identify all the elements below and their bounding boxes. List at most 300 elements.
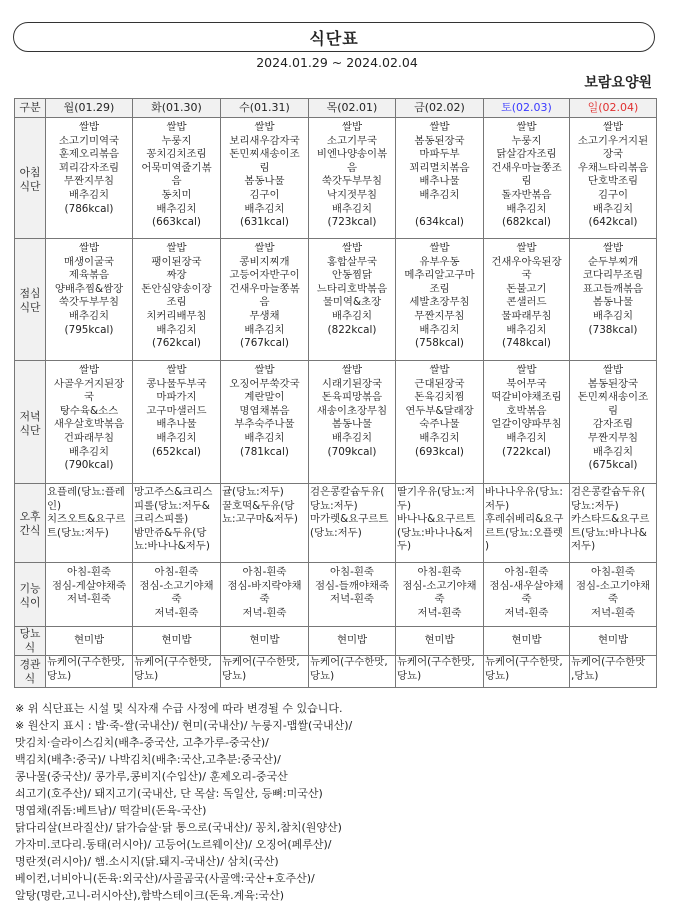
menu-item: 후레쉬베리&요구 (485, 513, 564, 526)
menu-item: 세발초장무침 (409, 296, 470, 309)
day-header: 화(01.30) (133, 99, 221, 118)
menu-item: 쌀밥 (602, 242, 624, 254)
menu-item: 당뇨) (397, 669, 422, 682)
row-label-line: 식 (24, 671, 36, 685)
menu-item: 북어무국 (506, 377, 547, 390)
menu-item: 사골우거지된장 (53, 377, 125, 390)
row-label-line: 당뇨 (19, 627, 41, 641)
menu-item: 계란말이 (244, 391, 285, 404)
menu-cell (221, 656, 309, 688)
menu-item: 건새우아욱된장 (491, 255, 562, 268)
row-label (15, 656, 46, 688)
menu-item: (762kcal) (152, 337, 201, 350)
menu-item: 배추김치 (592, 445, 634, 458)
menu-item: ) (485, 540, 490, 553)
menu-item: 뇨:바나나&저두) (134, 540, 210, 553)
day-header: 금(02.02) (396, 99, 484, 118)
menu-item: 우채느타리볶음 (577, 161, 649, 174)
menu-item: 림 (521, 175, 532, 188)
menu-item: 돈안심양송이장 (141, 282, 212, 295)
menu-item: (642kcal) (588, 216, 638, 229)
menu-item: 아침-흰죽 (417, 566, 462, 578)
menu-item: 보리새우감자국 (229, 134, 300, 147)
menu-item: 음 (259, 296, 270, 309)
snack-row (15, 484, 657, 563)
menu-cell (221, 118, 309, 239)
menu-cell (396, 239, 484, 361)
menu-cell (309, 239, 396, 361)
day-header: 수(01.31) (221, 99, 309, 118)
menu-cell (309, 627, 396, 656)
menu-item: 뉴케어(구수한맛 (571, 656, 646, 668)
menu-item: (723kcal) (327, 216, 377, 229)
menu-item: 귤(당뇨:저두) (222, 486, 284, 498)
menu-item: 돈민찌새송이조 (577, 391, 649, 404)
menu-item: (822kcal) (327, 323, 377, 336)
menu-item: 저녁-흰죽 (504, 606, 549, 619)
menu-item: 쌀밥 (429, 242, 450, 254)
row-label (15, 484, 46, 563)
menu-item: 얼갈이양파무침 (491, 418, 562, 431)
menu-item: 당뇨) (222, 669, 247, 682)
menu-cell (396, 118, 484, 239)
menu-cell (221, 239, 309, 361)
dinner-row (15, 361, 657, 484)
menu-item: 돈불고기 (506, 282, 547, 295)
menu-item: 국 (521, 269, 532, 282)
menu-item: 트(당뇨:바나나& (571, 526, 647, 539)
menu-item: (709kcal) (327, 445, 377, 458)
menu-item: 뉴케어(구수한맛, (47, 656, 125, 668)
note-line: 콩나물(중국산)/ 콩가루,콩비지(수입산)/ 훈제오리-중국산 (15, 770, 288, 783)
menu-item: 마가렛&요구르트 (310, 513, 389, 526)
menu-cell (570, 563, 657, 627)
menu-item: (682kcal) (502, 216, 551, 229)
menu-item: 물미역&초장 (322, 296, 382, 309)
menu-item: 배추김치 (68, 309, 110, 322)
menu-cell (484, 484, 570, 563)
menu-item: 배추김치 (244, 202, 285, 215)
day-header: 목(02.01) (309, 99, 396, 118)
menu-item: 콩비지찌개 (239, 255, 290, 268)
note-line: 알탕(명란,고니-러시아산),함박스테이크(돈육.계육:국산) (15, 889, 285, 902)
menu-item: 매생이굴국 (63, 255, 115, 268)
menu-item: 쌀밥 (602, 364, 624, 376)
row-label-line: 식 (24, 641, 36, 654)
menu-item: 낙지젓무침 (326, 188, 378, 201)
menu-cell (46, 656, 133, 688)
menu-item: 부추숙주나물 (234, 418, 295, 431)
menu-item: 당뇨) (485, 669, 510, 682)
menu-item: 쌀밥 (166, 364, 187, 376)
menu-cell (133, 118, 221, 239)
menu-item: 비엔나양송이볶 (316, 148, 388, 161)
menu-item: 소고기무국 (326, 134, 378, 147)
menu-item: 메추리알고구마 (404, 269, 475, 282)
menu-item: (663kcal) (152, 216, 201, 229)
menu-item: 림 (259, 161, 270, 174)
menu-item: 소고기미역국 (58, 134, 120, 147)
menu-item: 두) (397, 540, 412, 553)
menu-cell (133, 361, 221, 484)
menu-item: 배추김치 (156, 323, 197, 336)
menu-item: 배추김치 (331, 202, 373, 215)
menu-cell (570, 627, 657, 656)
menu-item: 마파가지 (156, 391, 197, 404)
menu-item: 림 (607, 404, 619, 417)
menu-item: 음 (171, 175, 182, 188)
menu-item: 돈육김치찜 (414, 391, 465, 404)
menu-item: 숙주나물 (419, 418, 460, 431)
menu-cell (309, 656, 396, 688)
menu-item: 김구이 (597, 188, 629, 201)
menu-item: (795kcal) (64, 323, 114, 336)
menu-item: 소고기우거지된 (577, 134, 649, 147)
menu-item: 딸기우유(당뇨:저 (397, 486, 475, 498)
menu-item: 아침-흰죽 (67, 566, 111, 578)
menu-item: 돈민찌새송이조 (229, 148, 300, 161)
breakfast-row (15, 118, 657, 239)
menu-item: 배추김치 (331, 309, 373, 322)
row-label-line: 점심 (19, 287, 41, 301)
menu-item: 홍합살무국 (326, 255, 378, 268)
note-line: 맛김치·슬라이스김치(배추-중국산, 고추가루-중국산)/ (15, 736, 269, 749)
menu-cell (396, 484, 484, 563)
menu-item: 배추나물 (156, 418, 197, 431)
menu-item: 장국 (602, 148, 624, 161)
menu-item: 고구마샐러드 (146, 404, 207, 417)
menu-cell (46, 563, 133, 627)
row-label-line: 경관 (19, 657, 41, 671)
menu-item: 무짠지무침 (63, 175, 115, 188)
menu-item: (758kcal) (415, 337, 464, 350)
header-corner: 구분 (15, 99, 46, 118)
menu-item: 유부우동 (419, 255, 460, 268)
menu-item: 배추김치 (156, 202, 197, 215)
menu-item: 현미밥 (161, 634, 192, 647)
menu-item: 쌀밥 (78, 364, 100, 376)
menu-item: (781kcal) (240, 445, 289, 458)
menu-item: (786kcal) (64, 202, 114, 215)
menu-item: 점심-소고기야채 (402, 579, 477, 592)
menu-item: ,당뇨) (571, 669, 599, 682)
menu-item: 봄동된장국 (587, 377, 639, 390)
row-label (15, 563, 46, 627)
menu-item: 마파두부 (419, 148, 460, 161)
tube-row (15, 656, 657, 688)
menu-item: 쑥갓두부무침 (58, 296, 120, 309)
menu-item: 배추김치 (592, 202, 634, 215)
day-header: 월(01.29) (46, 99, 133, 118)
menu-item: 죽 (521, 593, 532, 606)
menu-cell (309, 563, 396, 627)
menu-item: 쌀밥 (516, 364, 537, 376)
menu-item: 배추김치 (506, 202, 547, 215)
menu-item: 물파래무침 (501, 309, 552, 322)
note-line: 쇠고기(호주산)/ 돼지고기(국내산, 단 목살: 독일산, 등뼈:미국산) (15, 787, 323, 800)
menu-item: 쌀밥 (78, 242, 100, 254)
menu-item: 탕수육&소스 (59, 404, 119, 417)
menu-cell (484, 656, 570, 688)
menu-cell (133, 239, 221, 361)
menu-item: 배추김치 (419, 323, 460, 336)
menu-item: 점심-들깨야채죽 (314, 579, 389, 592)
menu-item: 현미밥 (249, 634, 280, 647)
menu-item: 쌀밥 (429, 121, 450, 133)
menu-item: 배추나물 (419, 175, 460, 188)
menu-cell (133, 484, 221, 563)
menu-item: 순두부찌개 (587, 255, 639, 268)
menu-item: (당뇨:바나나&저 (397, 526, 473, 539)
menu-item: (675kcal) (588, 459, 638, 472)
functional-row (15, 563, 657, 627)
menu-item: 점심-바지락야채 (227, 579, 302, 592)
note-line: 닭다리살(브라질산)/ 닭가슴살·닭 통으로(국내산)/ 꽁치,참치(원양산) (15, 821, 342, 834)
lunch-row (15, 239, 657, 361)
menu-item: 저녁-흰죽 (154, 606, 199, 619)
menu-item: (652kcal) (152, 445, 201, 458)
menu-cell (396, 656, 484, 688)
menu-item: 죽 (434, 593, 445, 606)
menu-item: 콘샐러드 (506, 296, 547, 309)
row-label-line: 아침 (19, 165, 41, 179)
menu-cell (133, 656, 221, 688)
menu-item: 카스타드&요구르 (571, 513, 650, 526)
menu-item: 닭살감자조림 (496, 148, 557, 161)
menu-item: 뉴케어(구수한맛, (485, 656, 563, 668)
menu-item: 아침-흰죽 (591, 566, 635, 578)
menu-item: 돈육피망볶음 (321, 391, 383, 404)
menu-item: 봄동된장국 (414, 134, 465, 147)
menu-item: 쌀밥 (254, 242, 275, 254)
menu-item: 르트(당뇨:오플렛 (485, 526, 563, 539)
menu-item: 건새우마늘쫑볶 (229, 282, 300, 295)
menu-item: 쌀밥 (429, 364, 450, 376)
menu-item: 건새우마늘쫑조 (491, 161, 562, 174)
menu-cell (484, 118, 570, 239)
menu-item: 짜장 (166, 269, 187, 282)
menu-item: 당뇨:저두) (571, 499, 619, 512)
menu-cell (570, 239, 657, 361)
menu-cell (309, 484, 396, 563)
day-header: 토(02.03) (484, 99, 570, 118)
menu-item: 크리스피롤) (134, 513, 189, 526)
menu-cell (570, 484, 657, 563)
menu-item: 쌀밥 (516, 242, 537, 254)
menu-item: 배추김치 (68, 188, 110, 201)
menu-item: 죽 (607, 593, 619, 606)
menu-item: 현미밥 (73, 634, 105, 647)
menu-item: 오징어무쑥갓국 (229, 377, 300, 390)
day-header: 일(02.04) (570, 99, 657, 118)
menu-item: 조림 (166, 296, 187, 309)
menu-item: 요플레(당뇨:플레 (47, 486, 125, 498)
menu-item: 배추김치 (68, 445, 110, 458)
menu-cell (396, 563, 484, 627)
menu-item: 떡갈비야채조림 (491, 391, 562, 404)
menu-item: 아침-흰죽 (330, 566, 374, 578)
menu-item: 점심-게살야채죽 (51, 579, 126, 592)
menu-item: 누룽지 (161, 134, 192, 147)
menu-cell (396, 627, 484, 656)
menu-item: 쌀밥 (341, 242, 363, 254)
menu-item: 쌀밥 (78, 121, 100, 133)
menu-item: 현미밥 (511, 634, 542, 647)
menu-item: 검은콩칼슘두유( (310, 486, 385, 498)
row-label-line: 식이 (19, 596, 41, 609)
menu-item: 당뇨:저두) (310, 499, 358, 512)
menu-cell (484, 627, 570, 656)
menu-item: 치즈오트&요구르 (47, 513, 126, 526)
menu-item: 국 (83, 391, 95, 404)
menu-item: 새우살호박볶음 (53, 418, 125, 431)
menu-item: 현미밥 (336, 634, 368, 647)
menu-item: 당뇨) (310, 669, 335, 682)
menu-item: 호박볶음 (506, 404, 547, 417)
menu-item: 아침-흰죽 (504, 566, 549, 578)
menu-item: 훈제오리볶음 (58, 148, 120, 161)
menu-item: 바나나&요구르트 (397, 513, 476, 526)
row-label-line: 식단 (19, 301, 41, 314)
menu-item: 쌀밥 (254, 121, 275, 133)
weekly-menu-table (14, 98, 657, 688)
menu-cell (46, 627, 133, 656)
menu-item: 배추김치 (331, 431, 373, 444)
menu-item: 건파래무침 (63, 431, 115, 444)
menu-cell (309, 118, 396, 239)
menu-item: 표고들깨볶음 (582, 282, 644, 295)
menu-period: 2024.01.29 ~ 2024.02.04 (256, 55, 418, 70)
menu-item: 쌀밥 (341, 364, 363, 376)
menu-item: 뉴케어(구수한맛, (134, 656, 212, 668)
row-label-line: 저녁 (19, 409, 41, 423)
menu-item: 점심-소고기야채 (575, 579, 650, 592)
menu-item: 두) (397, 499, 412, 512)
menu-item: 배추김치 (156, 431, 197, 444)
row-label-line: 기능 (19, 582, 41, 596)
menu-item: (738kcal) (588, 323, 638, 336)
menu-item: 쌀밥 (341, 121, 363, 133)
menu-cell (133, 563, 221, 627)
menu-item: 꿀호떡&두유(당 (222, 499, 295, 512)
menu-item: 꽁치김치조림 (146, 148, 207, 161)
menu-item: 바나나우유(당뇨: (485, 486, 563, 498)
menu-item: 무생채 (249, 309, 280, 322)
menu-item: 죽 (259, 593, 270, 606)
menu-item: 조림 (429, 282, 450, 295)
menu-cell (221, 361, 309, 484)
menu-item: 쌀밥 (602, 121, 624, 133)
menu-item: 팽이된장국 (151, 255, 202, 268)
menu-item: 감자조림 (592, 418, 634, 431)
menu-cell (570, 361, 657, 484)
title-banner (13, 22, 655, 52)
menu-item: 트(당뇨:저두) (47, 526, 109, 539)
note-line: 백김치(배추:중국)/ 나박김치(배추:국산,고추분:중국산)/ (15, 753, 281, 766)
menu-item: 당뇨) (134, 669, 159, 682)
diabetic-row (15, 627, 657, 656)
menu-cell (570, 656, 657, 688)
menu-item: 쑥갓두부무침 (321, 175, 383, 188)
row-label (15, 239, 46, 361)
menu-item: 고등어자반구이 (229, 269, 300, 282)
menu-item: (767kcal) (240, 337, 289, 350)
menu-item: 당뇨) (47, 669, 72, 682)
menu-item: 아침-흰죽 (242, 566, 287, 578)
menu-item: 배추김치 (244, 431, 285, 444)
menu-item: 피롤(당뇨:저두& (134, 499, 210, 512)
menu-cell (221, 484, 309, 563)
row-label-line: 오후 (19, 510, 41, 524)
menu-item: 누룽지 (511, 134, 542, 147)
note-line: 베이컨,너비아니(돈육:외국산)/사골곰국(사골액:국산+호주산)/ (15, 872, 315, 885)
menu-item: 치커리배무침 (146, 309, 207, 322)
note-line: 가자미.코다리.동태(러시아)/ 고등어(노르웨이산)/ 오징어(페루산)/ (15, 838, 332, 851)
menu-item: 배추김치 (419, 431, 460, 444)
menu-cell (133, 627, 221, 656)
menu-item: 느타리호박볶음 (316, 282, 388, 295)
menu-item: 인) (47, 499, 62, 512)
row-label (15, 361, 46, 484)
menu-item: 콩나물두부국 (146, 377, 207, 390)
menu-cell (484, 361, 570, 484)
menu-item: (693kcal) (415, 445, 464, 458)
menu-item: 저두) (571, 540, 596, 553)
menu-item: 죽 (171, 593, 182, 606)
menu-cell (46, 484, 133, 563)
menu-item: (748kcal) (502, 337, 551, 350)
menu-item: (790kcal) (64, 459, 114, 472)
menu-item: 점심-소고기야채 (139, 579, 214, 592)
menu-item: (634kcal) (415, 216, 464, 229)
menu-cell (570, 118, 657, 239)
menu-item: 아침-흰죽 (154, 566, 199, 578)
menu-cell (309, 361, 396, 484)
menu-item: 현미밥 (597, 634, 629, 647)
menu-item: 봄동나물 (244, 175, 285, 188)
note-line: ※ 원산지 표시 : 밥·죽-쌀(국내산)/ 현미(국내산)/ 누룽지-맵쌀(국내산)/ (15, 719, 353, 732)
menu-item: 제육볶음 (68, 269, 110, 282)
menu-item: 단호박조림 (587, 175, 639, 188)
menu-cell (46, 361, 133, 484)
menu-item: 저녁-흰죽 (330, 593, 374, 606)
menu-item: 어묵미역줄기볶 (141, 161, 212, 174)
facility-name: 보람요양원 (584, 75, 652, 91)
menu-item: 새송이초장무침 (316, 404, 388, 417)
menu-item: 배추김치 (419, 188, 460, 201)
menu-item: 검은콩칼슘두유( (571, 486, 646, 498)
note-line: ※ 위 식단표는 시설 및 식자재 수급 사정에 따라 변경될 수 있습니다. (15, 702, 343, 715)
menu-item: 밤만쥬&두유(당 (134, 526, 207, 539)
menu-item: 근대된장국 (414, 377, 465, 390)
note-line: 명란젓(러시아)/ 햄.소시지(닭.돼지-국내산)/ 삼치(국산) (15, 855, 279, 868)
menu-item: 무짠지무침 (587, 431, 639, 444)
menu-item: 현미밥 (424, 634, 455, 647)
menu-cell (46, 239, 133, 361)
menu-cell (396, 361, 484, 484)
menu-item: 쌀밥 (254, 364, 275, 376)
row-label-line: 식단 (19, 423, 41, 437)
menu-item: 명엽채볶음 (239, 404, 290, 417)
row-label (15, 627, 46, 656)
menu-item (397, 203, 482, 217)
menu-item: 배추김치 (506, 323, 547, 336)
menu-item: 쌀밥 (166, 121, 187, 133)
menu-item: (631kcal) (240, 216, 289, 229)
menu-item: 봄동나물 (331, 418, 373, 431)
menu-item: 뉴케어(구수한맛, (222, 656, 300, 668)
menu-item: 뉴케어(구수한맛, (397, 656, 475, 668)
